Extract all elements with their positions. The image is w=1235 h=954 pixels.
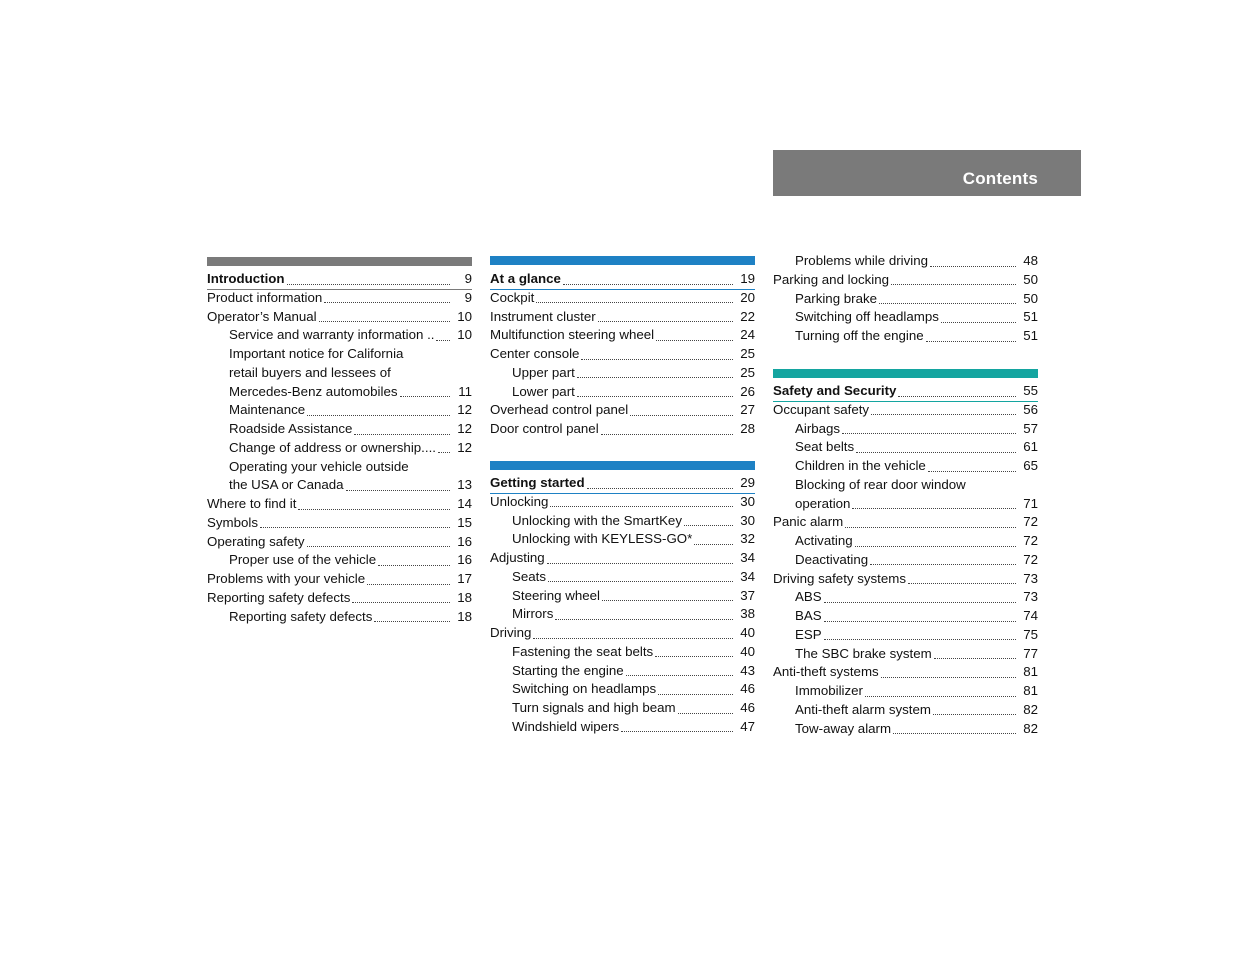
toc-page-number: 56 bbox=[1023, 401, 1038, 417]
toc-page-number: 14 bbox=[457, 496, 472, 511]
toc-page-number: 73 bbox=[1023, 570, 1038, 586]
toc-entry[interactable] bbox=[207, 495, 472, 514]
toc-section-heading[interactable] bbox=[490, 474, 755, 494]
toc-entry-label: Unlocking with KEYLESS-GO* bbox=[512, 531, 693, 547]
toc-entry-label: operation bbox=[795, 495, 851, 511]
leader-dots bbox=[374, 620, 450, 622]
toc-entry-label: Where to find it bbox=[207, 496, 297, 511]
toc-entry-label: Upper part bbox=[512, 364, 575, 380]
leader-dots bbox=[824, 601, 1016, 603]
toc-subentry[interactable] bbox=[773, 607, 1038, 626]
leader-dots bbox=[400, 395, 450, 397]
contents-header bbox=[773, 150, 1081, 196]
toc-subentry[interactable] bbox=[207, 345, 472, 364]
toc-page-number: 72 bbox=[1023, 533, 1038, 548]
toc-entry-label: Deactivating bbox=[795, 551, 869, 567]
toc-entry-label: The SBC brake system bbox=[795, 645, 932, 661]
toc-entry[interactable] bbox=[773, 513, 1038, 532]
leader-dots bbox=[856, 451, 1016, 453]
toc-subentry[interactable] bbox=[773, 532, 1038, 551]
leader-dots bbox=[577, 376, 733, 378]
toc-entry[interactable] bbox=[773, 570, 1038, 589]
toc-subentry[interactable] bbox=[490, 605, 755, 624]
toc-entry-label: Change of address or ownership.... bbox=[229, 439, 436, 455]
toc-entry-label: Operator’s Manual bbox=[207, 308, 317, 324]
toc-entry-label: Fastening the seat belts bbox=[512, 643, 654, 659]
toc-page-number: 46 bbox=[740, 681, 755, 697]
leader-dots bbox=[577, 395, 733, 397]
toc-page-number: 71 bbox=[1023, 495, 1038, 511]
toc-page-number: 29 bbox=[740, 475, 755, 490]
toc-subentry[interactable] bbox=[773, 682, 1038, 701]
toc-page-number: 82 bbox=[1023, 701, 1038, 717]
leader-dots bbox=[871, 413, 1016, 415]
leader-dots bbox=[928, 470, 1016, 472]
toc-page-number: 24 bbox=[740, 327, 755, 343]
toc-entry-label: Important notice for California bbox=[229, 346, 404, 361]
toc-entry-label: Operating your vehicle outside bbox=[229, 458, 409, 474]
toc-entry-label: Driving safety systems bbox=[773, 570, 907, 586]
toc-page-number: 72 bbox=[1023, 514, 1038, 530]
leader-dots bbox=[933, 713, 1016, 715]
toc-page-number: 13 bbox=[457, 477, 472, 493]
toc-entry-label: Anti-theft alarm system bbox=[795, 701, 931, 717]
toc-subentry[interactable] bbox=[207, 439, 472, 458]
toc-entry-label: Switching on headlamps bbox=[512, 681, 657, 697]
leader-dots bbox=[824, 620, 1016, 622]
toc-subentry[interactable] bbox=[490, 587, 755, 606]
toc-entry[interactable] bbox=[490, 624, 755, 643]
toc-entry-label: Windshield wipers bbox=[512, 718, 620, 734]
toc-page-number: 74 bbox=[1023, 608, 1038, 623]
toc-page-number: 40 bbox=[740, 643, 755, 659]
toc-entry[interactable] bbox=[490, 420, 755, 439]
leader-dots bbox=[378, 564, 450, 566]
toc-page-number: 25 bbox=[740, 346, 755, 361]
toc-subentry[interactable] bbox=[490, 568, 755, 587]
toc-page-number: 28 bbox=[740, 421, 755, 436]
toc-entry[interactable] bbox=[490, 549, 755, 568]
toc-page-number: 30 bbox=[740, 512, 755, 528]
toc-entry[interactable] bbox=[207, 308, 472, 327]
toc-entry-label: Anti-theft systems bbox=[773, 664, 879, 680]
toc-page-number: 43 bbox=[740, 662, 755, 678]
toc-page-number: 46 bbox=[740, 700, 755, 715]
toc-entry-label: Cockpit bbox=[490, 289, 535, 305]
leader-dots bbox=[870, 563, 1016, 565]
toc-page-number: 16 bbox=[457, 552, 472, 568]
leader-dots bbox=[602, 599, 733, 601]
toc-entry-label: Mercedes-Benz automobiles bbox=[229, 383, 398, 399]
toc-entry-label: At a glance bbox=[490, 271, 561, 286]
leader-dots bbox=[367, 583, 450, 585]
toc-page-number: 47 bbox=[740, 718, 755, 734]
leader-dots bbox=[845, 526, 1016, 528]
toc-page-number: 12 bbox=[457, 402, 472, 418]
toc-entry-label: Immobilizer bbox=[795, 683, 863, 698]
toc-entry-label: Reporting safety defects bbox=[229, 608, 373, 624]
toc-entry[interactable] bbox=[490, 308, 755, 327]
toc-entry[interactable] bbox=[207, 514, 472, 533]
toc-entry-label: Mirrors bbox=[512, 606, 554, 622]
toc-page-number: 50 bbox=[1023, 290, 1038, 306]
toc-subentry[interactable] bbox=[773, 720, 1038, 739]
toc-page-number: 77 bbox=[1023, 645, 1038, 661]
leader-dots bbox=[908, 582, 1016, 584]
toc-page-number: 51 bbox=[1023, 309, 1038, 325]
leader-dots bbox=[438, 451, 450, 453]
leader-dots bbox=[598, 320, 733, 322]
leader-dots bbox=[287, 283, 450, 285]
toc-subentry[interactable] bbox=[773, 290, 1038, 309]
leader-dots bbox=[307, 545, 450, 547]
toc-subentry[interactable] bbox=[490, 364, 755, 383]
toc-entry-label: Maintenance bbox=[229, 402, 306, 418]
toc-page-number: 34 bbox=[740, 568, 755, 584]
toc-entry-label: Blocking of rear door window bbox=[795, 476, 966, 492]
section-bar-getting-started bbox=[490, 461, 755, 470]
toc-entry-label: Switching off headlamps bbox=[795, 309, 939, 325]
toc-subentry[interactable] bbox=[490, 530, 755, 549]
leader-dots bbox=[555, 618, 733, 620]
toc-entry-label: Center console bbox=[490, 346, 580, 361]
leader-dots bbox=[260, 526, 450, 528]
toc-entry-label: Parking brake bbox=[795, 290, 878, 306]
toc-entry[interactable] bbox=[773, 271, 1038, 290]
toc-section-heading[interactable] bbox=[773, 382, 1038, 402]
leader-dots bbox=[319, 320, 450, 322]
toc-subentry[interactable] bbox=[490, 718, 755, 737]
leader-dots bbox=[658, 693, 733, 695]
leader-dots bbox=[626, 674, 733, 676]
toc-entry-label: Symbols bbox=[207, 514, 258, 530]
section-bar-safety-and-security bbox=[773, 369, 1038, 378]
leader-dots bbox=[824, 638, 1016, 640]
toc-subentry[interactable] bbox=[773, 438, 1038, 457]
toc-subentry[interactable] bbox=[490, 512, 755, 531]
toc-subentry[interactable] bbox=[207, 608, 472, 627]
toc-page-number: 82 bbox=[1023, 720, 1038, 736]
toc-entry-label: Introduction bbox=[207, 271, 285, 286]
leader-dots bbox=[298, 508, 450, 510]
toc-subentry[interactable] bbox=[773, 420, 1038, 439]
toc-subentry[interactable] bbox=[207, 458, 472, 477]
toc-entry-label: Starting the engine bbox=[512, 662, 624, 678]
leader-dots bbox=[630, 414, 733, 416]
toc-page-number: 57 bbox=[1023, 420, 1038, 436]
leader-dots bbox=[655, 655, 733, 657]
toc-entry-label: Roadside Assistance bbox=[229, 421, 353, 436]
toc-entry[interactable] bbox=[490, 401, 755, 420]
toc-page-number: 18 bbox=[457, 608, 472, 624]
toc-page-number: 27 bbox=[740, 402, 755, 418]
toc-entry-label: Turning off the engine bbox=[795, 328, 924, 343]
leader-dots bbox=[881, 676, 1016, 678]
toc-page-number: 32 bbox=[740, 531, 755, 547]
toc-entry-label: the USA or Canada bbox=[229, 477, 344, 493]
toc-entry[interactable] bbox=[490, 289, 755, 308]
toc-entry-label: ESP bbox=[795, 626, 822, 642]
leader-dots bbox=[536, 301, 733, 303]
leader-dots bbox=[346, 489, 450, 491]
toc-entry-label: Airbags bbox=[795, 420, 841, 436]
leader-dots bbox=[684, 524, 733, 526]
toc-subentry[interactable] bbox=[773, 551, 1038, 570]
leader-dots bbox=[934, 657, 1016, 659]
leader-dots bbox=[893, 732, 1016, 734]
toc-page-number: 30 bbox=[740, 493, 755, 509]
toc-entry-label: Activating bbox=[795, 533, 853, 548]
toc-page-number: 15 bbox=[457, 514, 472, 530]
toc-subentry[interactable] bbox=[207, 364, 472, 383]
toc-page-number: 65 bbox=[1023, 458, 1038, 473]
toc-page-number: 73 bbox=[1023, 589, 1038, 605]
toc-page-number: 34 bbox=[740, 550, 755, 565]
leader-dots bbox=[587, 487, 733, 489]
toc-page-number: 26 bbox=[740, 383, 755, 399]
leader-dots bbox=[548, 580, 733, 582]
page-title: Contents bbox=[962, 169, 1038, 188]
toc-entry-label: Service and warranty information .. bbox=[229, 327, 435, 343]
toc-entry[interactable] bbox=[490, 326, 755, 345]
toc-page-number: 10 bbox=[457, 327, 472, 343]
leader-dots bbox=[926, 340, 1016, 342]
toc-subentry[interactable] bbox=[207, 551, 472, 570]
leader-dots bbox=[842, 432, 1016, 434]
toc-entry-label: Occupant safety bbox=[773, 401, 870, 417]
toc-page-number: 55 bbox=[1023, 383, 1038, 398]
toc-page-number: 72 bbox=[1023, 551, 1038, 567]
toc-subentry[interactable] bbox=[773, 308, 1038, 327]
leader-dots bbox=[891, 283, 1016, 285]
toc-section-heading[interactable] bbox=[490, 270, 755, 290]
toc-page-number: 51 bbox=[1023, 328, 1038, 343]
toc-entry-label: Problems with your vehicle bbox=[207, 571, 366, 586]
leader-dots bbox=[581, 358, 733, 360]
leader-dots bbox=[621, 730, 733, 732]
toc-entry-label: Proper use of the vehicle bbox=[229, 552, 377, 568]
leader-dots bbox=[533, 637, 733, 639]
leader-dots bbox=[352, 601, 450, 603]
toc-page-number: 75 bbox=[1023, 626, 1038, 642]
toc-entry-label: Door control panel bbox=[490, 421, 599, 436]
toc-page-number: 25 bbox=[740, 364, 755, 380]
toc-page-number: 48 bbox=[1023, 253, 1038, 268]
toc-subentry[interactable] bbox=[490, 680, 755, 699]
toc-subentry[interactable] bbox=[207, 326, 472, 345]
toc-page-number: 16 bbox=[457, 533, 472, 549]
toc-entry-label: Multifunction steering wheel bbox=[490, 327, 655, 343]
leader-dots bbox=[855, 545, 1016, 547]
leader-dots bbox=[694, 543, 733, 545]
toc-entry-label: ABS bbox=[795, 589, 822, 605]
toc-entry-label: Panic alarm bbox=[773, 514, 844, 530]
toc-subentry[interactable] bbox=[773, 457, 1038, 476]
section-bar-at-a-glance bbox=[490, 256, 755, 265]
leader-dots bbox=[550, 505, 733, 507]
toc-entry[interactable] bbox=[207, 533, 472, 552]
toc-page-number: 38 bbox=[740, 606, 755, 622]
toc-entry[interactable] bbox=[207, 570, 472, 589]
leader-dots bbox=[307, 414, 450, 416]
toc-page-number: 81 bbox=[1023, 664, 1038, 680]
toc-subentry[interactable] bbox=[490, 643, 755, 662]
leader-dots bbox=[879, 302, 1016, 304]
toc-page-number: 20 bbox=[740, 289, 755, 305]
toc-entry-label: Instrument cluster bbox=[490, 308, 596, 324]
toc-entry-label: Unlocking with the SmartKey bbox=[512, 512, 682, 528]
toc-entry-label: Unlocking bbox=[490, 493, 549, 509]
toc-page-number: 61 bbox=[1023, 439, 1038, 455]
toc-entry-label: Tow-away alarm bbox=[795, 720, 892, 736]
toc-page-number: 40 bbox=[740, 625, 755, 640]
toc-section-heading[interactable] bbox=[207, 270, 472, 290]
toc-subentry[interactable] bbox=[773, 626, 1038, 645]
toc-entry[interactable] bbox=[207, 589, 472, 608]
toc-entry-label: Driving bbox=[490, 625, 532, 640]
leader-dots bbox=[563, 283, 733, 285]
toc-entry-label: Operating safety bbox=[207, 533, 305, 549]
toc-subentry[interactable] bbox=[207, 476, 472, 495]
leader-dots bbox=[547, 562, 733, 564]
toc-page-number: 9 bbox=[464, 271, 472, 286]
toc-page-number: 17 bbox=[457, 571, 472, 586]
leader-dots bbox=[941, 321, 1016, 323]
toc-subentry[interactable] bbox=[490, 699, 755, 718]
toc-entry-label: Seat belts bbox=[795, 439, 855, 455]
leader-dots bbox=[656, 339, 733, 341]
toc-entry-label: Seats bbox=[512, 568, 547, 584]
leader-dots bbox=[678, 712, 733, 714]
toc-page-number: 22 bbox=[740, 308, 755, 324]
toc-entry-label: Steering wheel bbox=[512, 587, 600, 603]
toc-subentry[interactable] bbox=[773, 476, 1038, 495]
toc-subentry[interactable] bbox=[773, 588, 1038, 607]
toc-page-number: 81 bbox=[1023, 683, 1038, 698]
leader-dots bbox=[852, 507, 1016, 509]
leader-dots bbox=[898, 395, 1016, 397]
toc-entry-label: Parking and locking bbox=[773, 271, 890, 287]
leader-dots bbox=[865, 695, 1016, 697]
toc-entry[interactable] bbox=[490, 345, 755, 364]
toc-entry-label: Problems while driving bbox=[795, 253, 929, 268]
toc-entry-label: Reporting safety defects bbox=[207, 589, 351, 605]
toc-entry[interactable] bbox=[207, 289, 472, 308]
toc-subentry[interactable] bbox=[773, 495, 1038, 514]
toc-subentry[interactable] bbox=[207, 420, 472, 439]
toc-entry-label: Safety and Security bbox=[773, 383, 897, 398]
toc-entry-label: Children in the vehicle bbox=[795, 458, 926, 473]
toc-subentry[interactable] bbox=[773, 645, 1038, 664]
toc-subentry[interactable] bbox=[773, 252, 1038, 271]
leader-dots bbox=[601, 433, 733, 435]
toc-page-number: 50 bbox=[1023, 271, 1038, 287]
toc-subentry[interactable] bbox=[207, 383, 472, 402]
leader-dots bbox=[354, 433, 450, 435]
toc-page-number: 18 bbox=[457, 589, 472, 605]
toc-entry-label: Product information bbox=[207, 289, 323, 305]
toc-page-number: 19 bbox=[740, 271, 755, 286]
toc-entry-label: Adjusting bbox=[490, 550, 545, 565]
toc-entry-label: retail buyers and lessees of bbox=[229, 364, 391, 380]
toc-page-number: 37 bbox=[740, 587, 755, 603]
toc-page-number: 12 bbox=[457, 439, 472, 455]
toc-page-number: 11 bbox=[458, 383, 472, 399]
toc-subentry[interactable] bbox=[207, 401, 472, 420]
toc-page-number: 12 bbox=[457, 421, 472, 436]
toc-subentry[interactable] bbox=[490, 383, 755, 402]
leader-dots bbox=[930, 265, 1016, 267]
toc-entry-label: Overhead control panel bbox=[490, 402, 629, 418]
toc-page-number: 9 bbox=[464, 289, 472, 305]
leader-dots bbox=[436, 339, 450, 341]
toc-entry-label: BAS bbox=[795, 608, 822, 623]
toc-subentry[interactable] bbox=[773, 327, 1038, 346]
leader-dots bbox=[324, 301, 450, 303]
toc-entry-label: Turn signals and high beam bbox=[512, 700, 676, 715]
toc-entry[interactable] bbox=[773, 401, 1038, 420]
toc-entry[interactable] bbox=[490, 493, 755, 512]
section-bar-introduction bbox=[207, 257, 472, 266]
toc-subentry[interactable] bbox=[773, 701, 1038, 720]
toc-subentry[interactable] bbox=[490, 662, 755, 681]
toc-entry-label: Getting started bbox=[490, 475, 585, 490]
toc-entry[interactable] bbox=[773, 663, 1038, 682]
toc-page-number: 10 bbox=[457, 308, 472, 324]
toc-entry-label: Lower part bbox=[512, 383, 575, 399]
